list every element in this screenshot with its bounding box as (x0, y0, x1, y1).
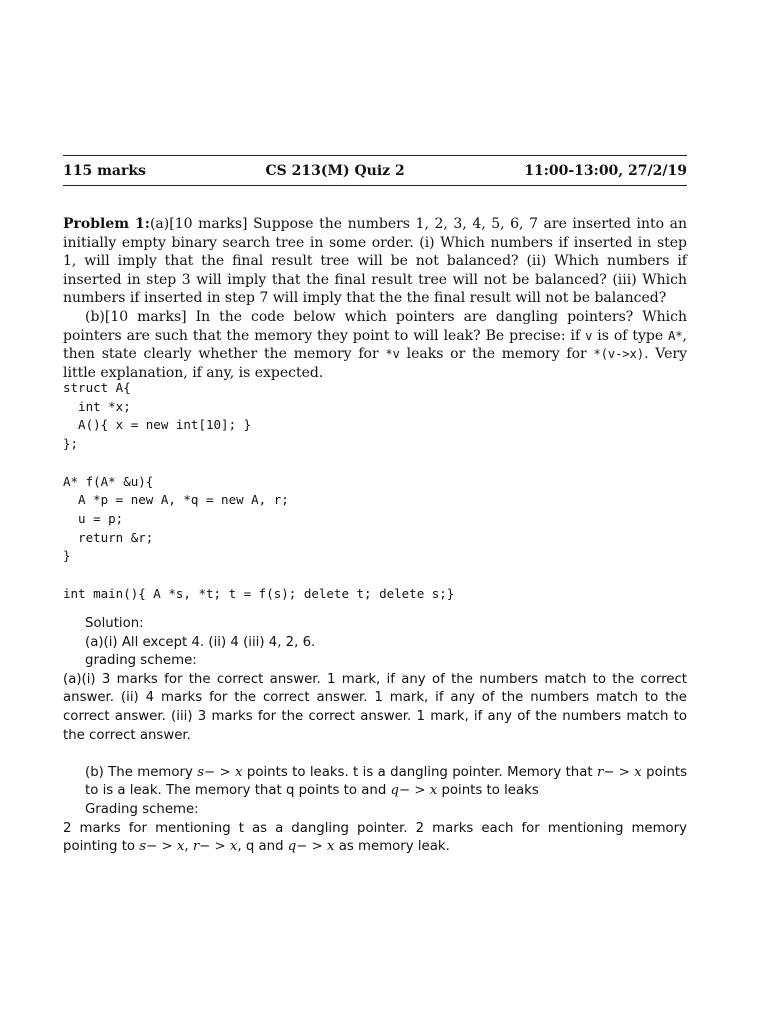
part-b-text: . Very little explanation, if any, is expected. (63, 346, 687, 381)
solution-answer-b (63, 764, 687, 801)
grading-b-heading: Grading scheme: (85, 801, 199, 817)
grading-b-part: 2 marks for mentioning t as a dangling pointer. 2 marks each for mentioning memory pointing to (63, 820, 687, 855)
code-deref-v: *v (385, 347, 400, 362)
grading-b-text (63, 820, 687, 857)
part-b-text: is of type (592, 327, 669, 344)
code-v: v (585, 328, 593, 343)
code-type: A* (668, 328, 683, 343)
part-a-text: (a)[10 marks] Suppose the numbers 1, 2, 3, 4, 5, 6, 7 are inserted into an initially empty binary search tree in some order. (i) Which numbers if inserted in step 1, will imply that the final result tree will be not balanced? (ii) Which numbers if inserted in step 3 will imply that the final result tree will not be balanced? (iii) Which numbers if inserted in step 7 will imply that the the final result will not be balanced? (63, 216, 687, 307)
math-expr: r− > x (192, 839, 238, 855)
answer-b-text: points to leaks (437, 783, 539, 799)
grading-b-part: , (184, 839, 193, 855)
solution-answer-a: (a)(i) All except 4. (ii) 4 (iii) 4, 2, 6. (85, 634, 316, 650)
header-top-rule (63, 155, 687, 156)
answer-b-text: (b) The memory (85, 764, 198, 780)
problem-statement (63, 215, 687, 382)
answer-b-text: points to is a leak. The memory that q points to and (85, 764, 688, 799)
header-time: 11:00-13:00, 27/2/19 (524, 163, 687, 179)
code-deref-vx: *(v->x) (593, 347, 645, 362)
problem-part-a (63, 215, 687, 308)
math-expr: s− > x (197, 764, 243, 780)
math-expr: r− > x (596, 764, 642, 780)
problem-part-b (63, 308, 687, 382)
code-listing: struct A{ int *x; A(){ x = new int[10]; } }; A* f(A* &u){ A *p = new A, *q = new A, r; u = p; return &r; } int main(){ A *s, *t; t = f(s); delete t; delete s;} (63, 380, 455, 601)
math-expr: q− > x (287, 839, 335, 855)
part-b-text: , then state clearly whether the memory for (63, 327, 687, 363)
part-b-text: leaks or the memory for (399, 346, 594, 363)
math-expr: s− > x (139, 839, 185, 855)
part-b-text: (b)[10 marks] In the code below which pointers are dangling pointers? Which pointers are such that the memory they point to will leak? Be precise: if (63, 308, 687, 344)
grading-a-heading: grading scheme: (85, 653, 197, 669)
solution-section (63, 615, 687, 857)
math-expr: q− > x (390, 783, 438, 799)
grading-a-text: (a)(i) 3 marks for the correct answer. 1 mark, if any of the numbers match to the correct answer. (ii) 4 marks for the correct answer. 1 mark, if any of the numbers match to the correct answer. (iii) 3 marks for the correct answer. 1 mark, if any of the numbers match to the correct answer. (63, 671, 687, 743)
grading-b-part: , q and (237, 839, 288, 855)
solution-heading: Solution: (85, 616, 144, 631)
answer-b-text: points to leaks. t is a dangling pointer. Memory that (242, 764, 597, 780)
header-marks: 115 marks (63, 163, 146, 179)
page-header (63, 161, 687, 181)
header-course: CS 213(M) Quiz 2 (265, 163, 405, 179)
problem-lead: Problem 1: (63, 216, 150, 232)
grading-b-part: as memory leak. (334, 839, 450, 855)
spacer (63, 745, 687, 764)
header-bottom-rule (63, 185, 687, 186)
